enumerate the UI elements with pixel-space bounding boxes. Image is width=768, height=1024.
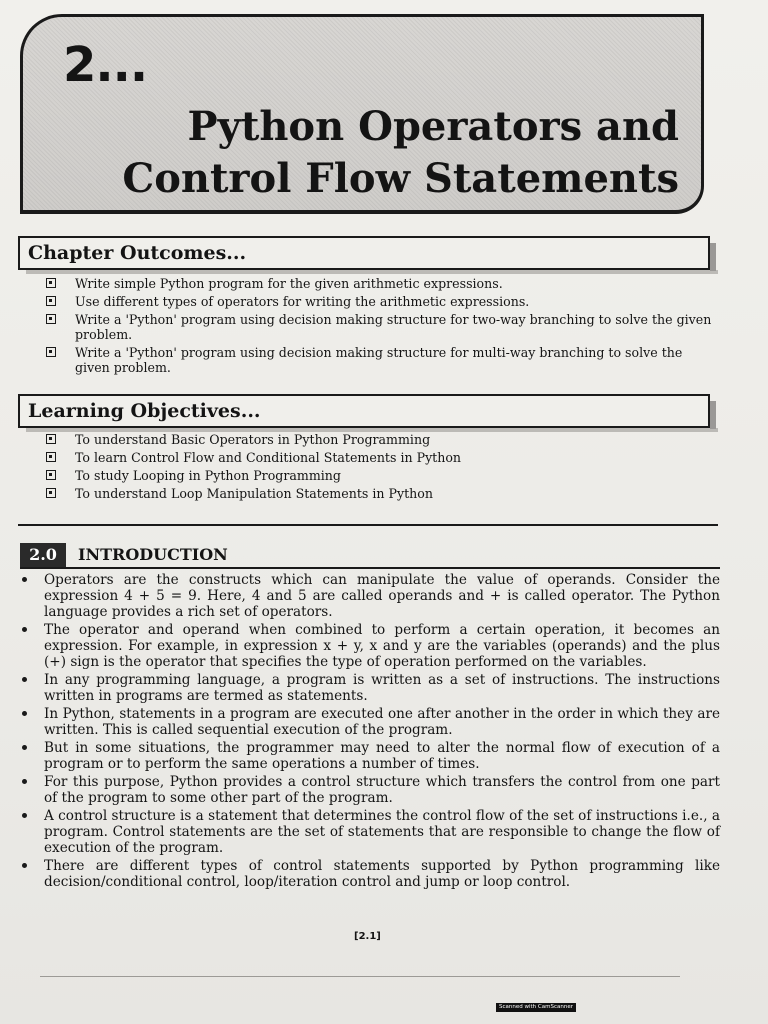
list-item: Use different types of operators for writing the arithmetic expressions. — [46, 294, 716, 309]
square-bullet-icon — [46, 470, 56, 480]
chapter-number: 2... — [63, 37, 148, 93]
page-bottom-edge — [40, 976, 680, 977]
chapter-title — [39, 101, 679, 205]
list-item: To understand Loop Manipulation Statements in Python — [46, 486, 716, 501]
section-number-badge: 2.0 — [20, 543, 66, 567]
square-bullet-icon — [46, 488, 56, 498]
list-item: There are different types of control statements supported by Python programming like decision/conditional control, loop/iteration control and jump or loop control. — [20, 858, 720, 890]
bullet-dot-icon — [22, 627, 27, 632]
chapter-title-line-2: Control Flow Statements — [122, 155, 679, 202]
introduction-bullets — [20, 572, 720, 892]
list-item: In any programming language, a program is written as a set of instructions. The instructions written in programs are termed as statements. — [20, 672, 720, 704]
square-bullet-icon — [46, 452, 56, 462]
list-item: Operators are the constructs which can manipulate the value of operands. Consider the expression 4 + 5 = 9. Here, 4 and 5 are called operands and + is called operator. The Python language provides a rich set of operators. — [20, 572, 720, 620]
list-item: For this purpose, Python provides a control structure which transfers the control from one part of the program to some other part of the program. — [20, 774, 720, 806]
chapter-outcomes-list — [46, 276, 716, 378]
chapter-title-line-1: Python Operators and — [187, 103, 679, 150]
square-bullet-icon — [46, 434, 56, 444]
section-title: INTRODUCTION — [78, 545, 228, 564]
list-item: Write simple Python program for the given arithmetic expressions. — [46, 276, 716, 291]
list-item: To study Looping in Python Programming — [46, 468, 716, 483]
learning-objectives-list — [46, 432, 716, 504]
list-item: But in some situations, the programmer may need to alter the normal flow of execution of a program or to perform the same operations a number of times. — [20, 740, 720, 772]
list-item: To understand Basic Operators in Python Programming — [46, 432, 716, 447]
bullet-dot-icon — [22, 711, 27, 716]
bullet-dot-icon — [22, 779, 27, 784]
bullet-dot-icon — [22, 863, 27, 868]
section-underline — [20, 567, 720, 569]
list-item: A control structure is a statement that determines the control flow of the set of instructions i.e., a program. Control statements are the set of statements that are responsible to change the flow of execution of the program. — [20, 808, 720, 856]
square-bullet-icon — [46, 347, 56, 357]
square-bullet-icon — [46, 278, 56, 288]
list-item: In Python, statements in a program are executed one after another in the order in which they are written. This is called sequential execution of the program. — [20, 706, 720, 738]
section-divider — [18, 524, 718, 526]
chapter-outcomes-heading: Chapter Outcomes... — [18, 236, 710, 270]
chapter-banner — [20, 14, 704, 214]
page-number: [2.1] — [354, 931, 381, 942]
list-item: To learn Control Flow and Conditional Statements in Python — [46, 450, 716, 465]
square-bullet-icon — [46, 296, 56, 306]
square-bullet-icon — [46, 314, 56, 324]
bullet-dot-icon — [22, 577, 27, 582]
learning-objectives-heading: Learning Objectives... — [18, 394, 710, 428]
list-item: Write a 'Python' program using decision making structure for multi-way branching to solve the given problem. — [46, 345, 716, 375]
scanner-watermark: Scanned with CamScanner — [496, 1003, 576, 1012]
bullet-dot-icon — [22, 813, 27, 818]
bullet-dot-icon — [22, 745, 27, 750]
list-item: Write a 'Python' program using decision making structure for two-way branching to solve the given problem. — [46, 312, 716, 342]
list-item: The operator and operand when combined to perform a certain operation, it becomes an expression. For example, in expression x + y, x and y are the variables (operands) and the plus (+) sign is the operator that specifies the type of operation performed on the variables. — [20, 622, 720, 670]
bullet-dot-icon — [22, 677, 27, 682]
